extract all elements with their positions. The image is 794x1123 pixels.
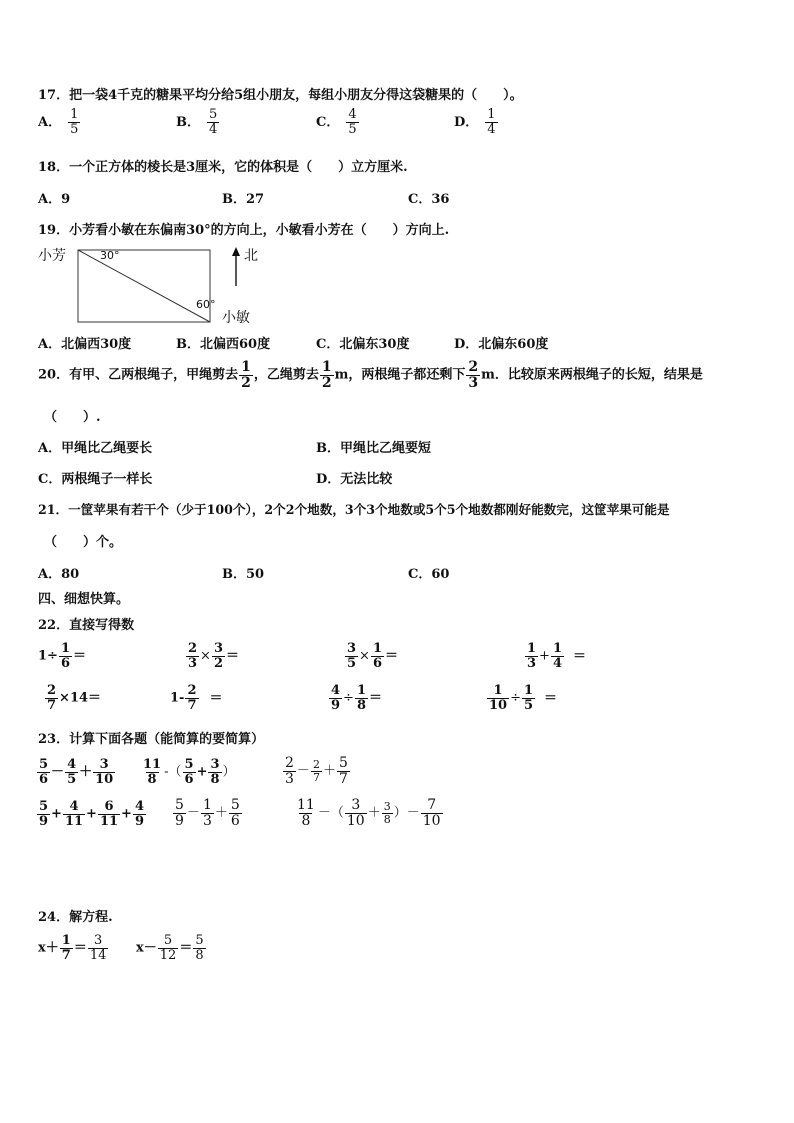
q23-expr-5: $\frac{5}{9}$ － $\frac{1}{3}$ ＋ $\frac{5}{6}$ <box>175 797 240 829</box>
q22-item-8: $\frac{1}{10}$ ÷ $\frac{1}{5}$ ＝ <box>489 683 558 713</box>
q19-option-b[interactable]: B．北偏西60度 <box>176 337 271 352</box>
q21-option-c[interactable]: C．60 <box>408 567 450 582</box>
q17-option-b[interactable]: B． $\frac{5}{4}$ <box>176 107 218 137</box>
q19-option-a[interactable]: A．北偏西30度 <box>38 337 132 352</box>
q19-direction-figure <box>36 244 276 326</box>
fig-label-xiaofang: 小芳 <box>38 248 66 264</box>
q21-question-line1: 21．一筐苹果有若干个（少于100个），2个2个地数，3个3个地数或5个5个地数都刚好能数完，这筐苹果可能是 <box>38 502 670 517</box>
q18-option-c[interactable]: C．36 <box>408 192 450 207</box>
fig-label-xiaomin: 小敏 <box>222 310 250 326</box>
q17-option-a[interactable]: A． $\frac{1}{5}$ <box>38 107 79 137</box>
q22-item-1: 1÷ $\frac{1}{6}$ ＝ <box>38 641 87 671</box>
q20-option-c[interactable]: C．两根绳子一样长 <box>38 472 153 487</box>
q22-title: 22．直接写得数 <box>38 618 135 633</box>
q20-option-b[interactable]: B．甲绳比乙绳要短 <box>316 441 431 456</box>
q24-equation-2: x－ $\frac{5}{12}$ ＝ $\frac{5}{8}$ <box>136 933 204 963</box>
q23-expr-2: $\frac{11}{8}$ -（ $\frac{5}{6}$ + $\frac{3}{8}$ ） <box>143 757 236 787</box>
q19-question: 19．小芳看小敏在东偏南30°的方向上，小敏看小芳在（ ）方向上. <box>38 223 450 238</box>
north-arrow-icon <box>232 247 240 256</box>
q23-expr-1: $\frac{5}{6}$ － $\frac{4}{5}$ ＋ $\frac{3}{10}$ <box>39 757 114 787</box>
q21-option-a[interactable]: A．80 <box>38 567 80 582</box>
q18-option-b[interactable]: B．27 <box>222 192 265 207</box>
q23-expr-6: $\frac{11}{8}$ －（ $\frac{3}{10}$ ＋ $\frac{3}{8}$ ）－ $\frac{7}{10}$ <box>297 797 441 829</box>
q20-question-line1: 20．有甲、乙两根绳子，甲绳剪去 $\frac{1}{2}$ ，乙绳剪去 $\frac{1}{2}$ m，两根绳子都还剩下 $\frac{2}{3}$ m．比较原来两根绳子的长短，结果是 <box>38 359 703 391</box>
q17-question: 17．把一袋4千克的糖果平均分给5组小朋友，每组小朋友分得这袋糖果的（ ）。 <box>38 88 523 103</box>
q24-equation-1: x＋ $\frac{1}{7}$ ＝ $\frac{3}{14}$ <box>38 933 107 963</box>
q20-option-d[interactable]: D．无法比较 <box>316 472 393 487</box>
section-4-heading: 四、细想快算。 <box>38 592 130 607</box>
fig-angle-30: 30° <box>100 249 120 262</box>
q20-option-a[interactable]: A．甲绳比乙绳要长 <box>38 441 153 456</box>
q22-item-3: $\frac{3}{5}$ × $\frac{1}{6}$ ＝ <box>347 641 399 671</box>
q18-question: 18．一个正方体的棱长是3厘米，它的体积是（ ）立方厘米. <box>38 160 408 175</box>
q21-question-line2: （ ）个。 <box>44 535 123 550</box>
q23-title: 23．计算下面各题（能简算的要简算） <box>38 732 265 747</box>
fig-angle-60: 60° <box>196 298 216 311</box>
q20-question-line2: （ ）. <box>44 410 101 425</box>
q23-expr-3: $\frac{2}{3}$ － $\frac{2}{7}$ ＋ $\frac{5}{7}$ <box>285 755 348 787</box>
q24-title: 24．解方程. <box>38 910 113 925</box>
q22-item-4: $\frac{1}{3}$ + $\frac{1}{4}$ ＝ <box>527 641 587 671</box>
q17-option-c[interactable]: C． $\frac{4}{5}$ <box>316 107 357 137</box>
q22-item-2: $\frac{2}{3}$ × $\frac{3}{2}$ ＝ <box>188 641 240 671</box>
q19-option-c[interactable]: C．北偏东30度 <box>316 337 410 352</box>
q21-option-b[interactable]: B．50 <box>222 567 265 582</box>
q17-option-d[interactable]: D． $\frac{1}{4}$ <box>454 107 496 137</box>
q23-expr-4: $\frac{5}{9}$ + $\frac{4}{11}$ + $\frac{6}{11}$ + $\frac{4}{9}$ <box>39 799 144 829</box>
q19-option-d[interactable]: D．北偏东60度 <box>454 337 549 352</box>
q18-option-a[interactable]: A．9 <box>38 192 71 207</box>
q22-item-6: 1- $\frac{2}{7}$ ＝ <box>170 683 223 713</box>
q22-item-5: $\frac{2}{7}$ ×14＝ <box>47 683 102 713</box>
fig-label-north: 北 <box>244 248 258 264</box>
q22-item-7: $\frac{4}{9}$ ÷ $\frac{1}{8}$ ＝ <box>331 683 383 713</box>
